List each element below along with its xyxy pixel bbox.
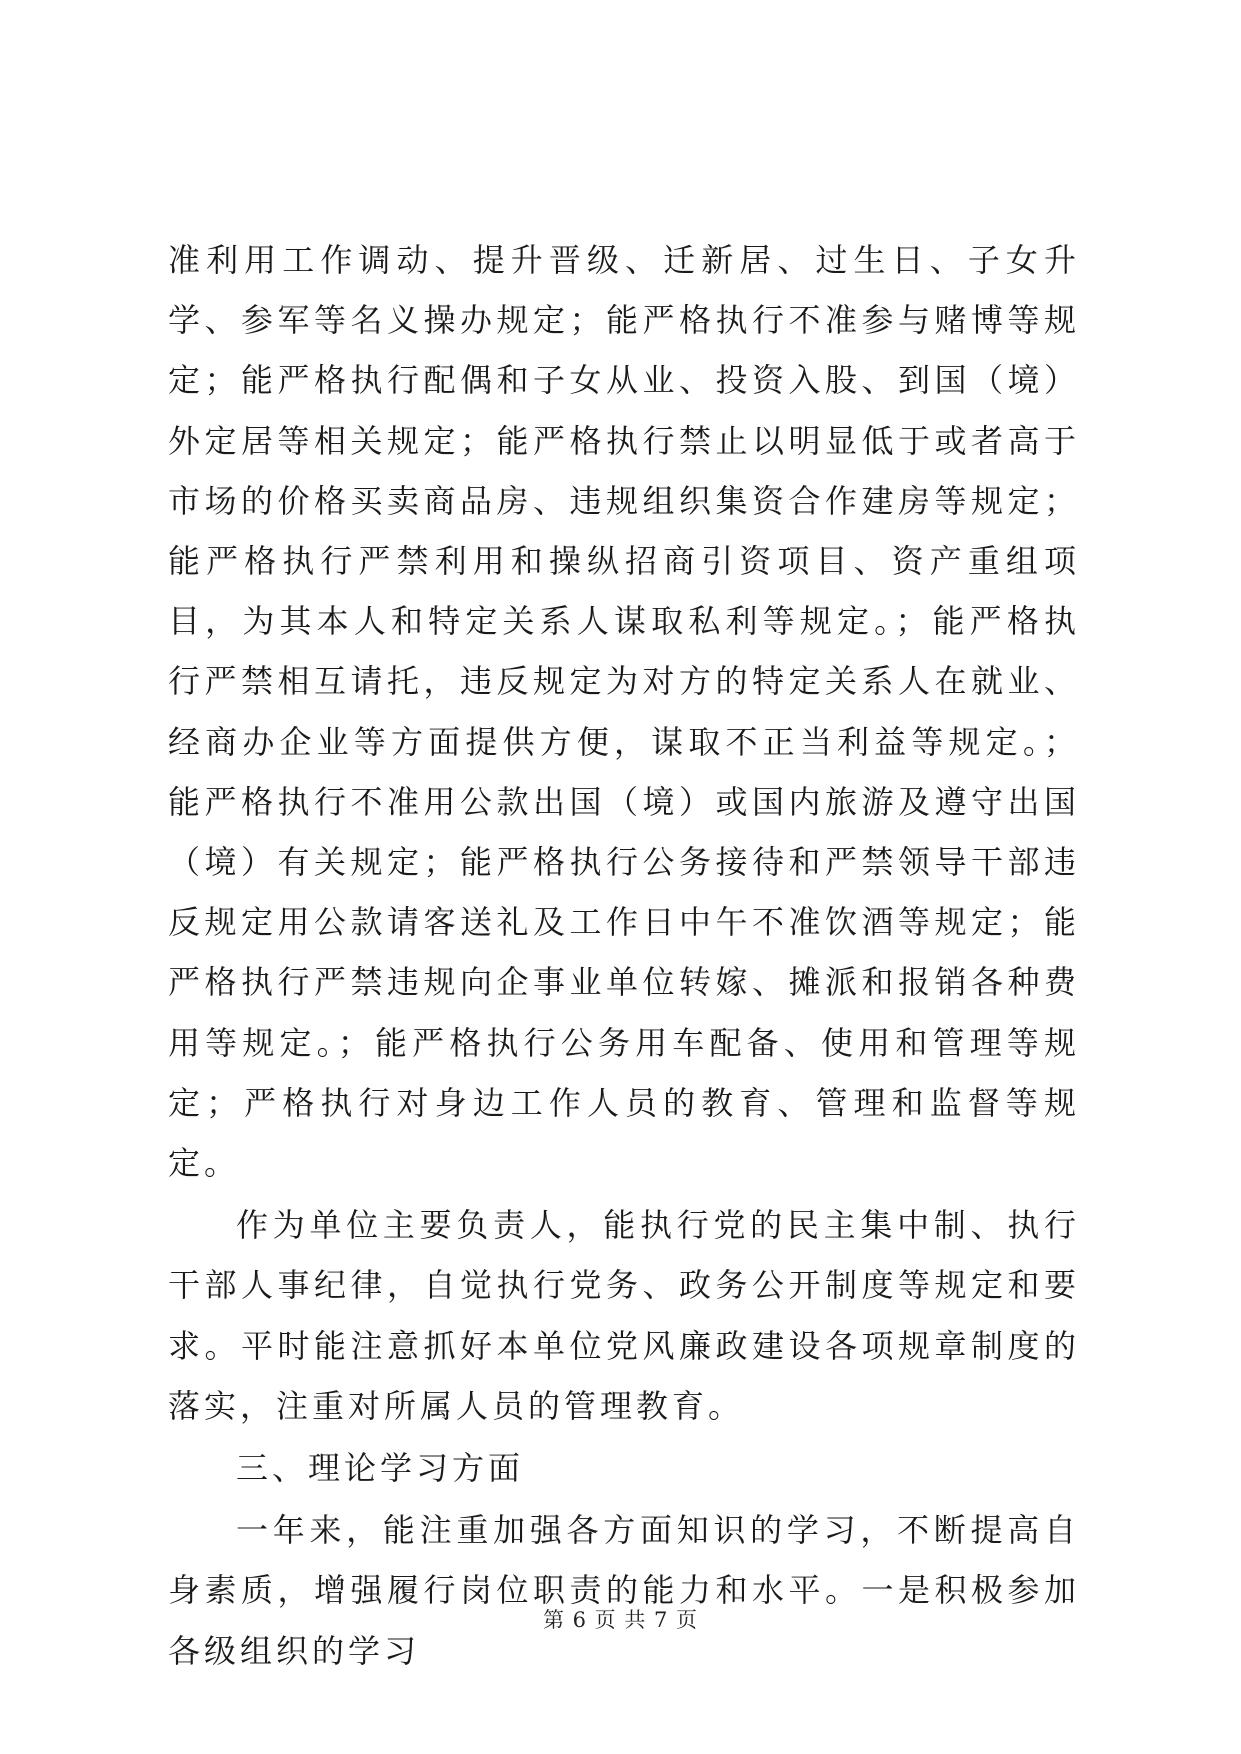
document-body xyxy=(168,230,1080,1681)
section-heading-theory-study: 三、理论学习方面 xyxy=(236,1449,525,1488)
paragraph-responsibility: 作为单位主要负责人，能执行党的民主集中制、执行干部人事纪律，自觉执行党务、政务公开制度等规定和要求。平时能注意抓好本单位党风廉政建设各项规章制度的落实，注重对所属人员的管理教育。 xyxy=(168,1206,1080,1425)
page-number-footer: 第 6 页 共 7 页 xyxy=(542,1608,699,1632)
paragraph-continued: 准利用工作调动、提升晋级、迁新居、过生日、子女升学、参军等名义操办规定；能严格执行不准参与赌博等规定；能严格执行配偶和子女从业、投资入股、到国（境）外定居等相关规定；能严格执行禁止以明显低于或者高于市场的价格买卖商品房、违规组织集资合作建房等规定；能严格执行严禁利用和操纵招商引资项目、资产重组项目，为其本人和特定关系人谋取私利等规定。；能严格执行严禁相互请托，违反规定为对方的特定关系人在就业、经商办企业等方面提供方便，谋取不正当利益等规定。；能严格执行不准用公款出国（境）或国内旅游及遵守出国（境）有关规定；能严格执行公务接待和严禁领导干部违反规定用公款请客送礼及工作日中午不准饮酒等规定；能严格执行严禁违规向企事业单位转嫁、摊派和报销各种费用等规定。；能严格执行公务用车配备、使用和管理等规定；严格执行对身边工作人员的教育、管理和监督等规定。 xyxy=(168,241,1080,1183)
paragraph-study: 一年来，能注重加强各方面知识的学习，不断提高自身素质，增强履行岗位职责的能力和水平。一是积极参加各级组织的学习 xyxy=(168,1511,1080,1670)
